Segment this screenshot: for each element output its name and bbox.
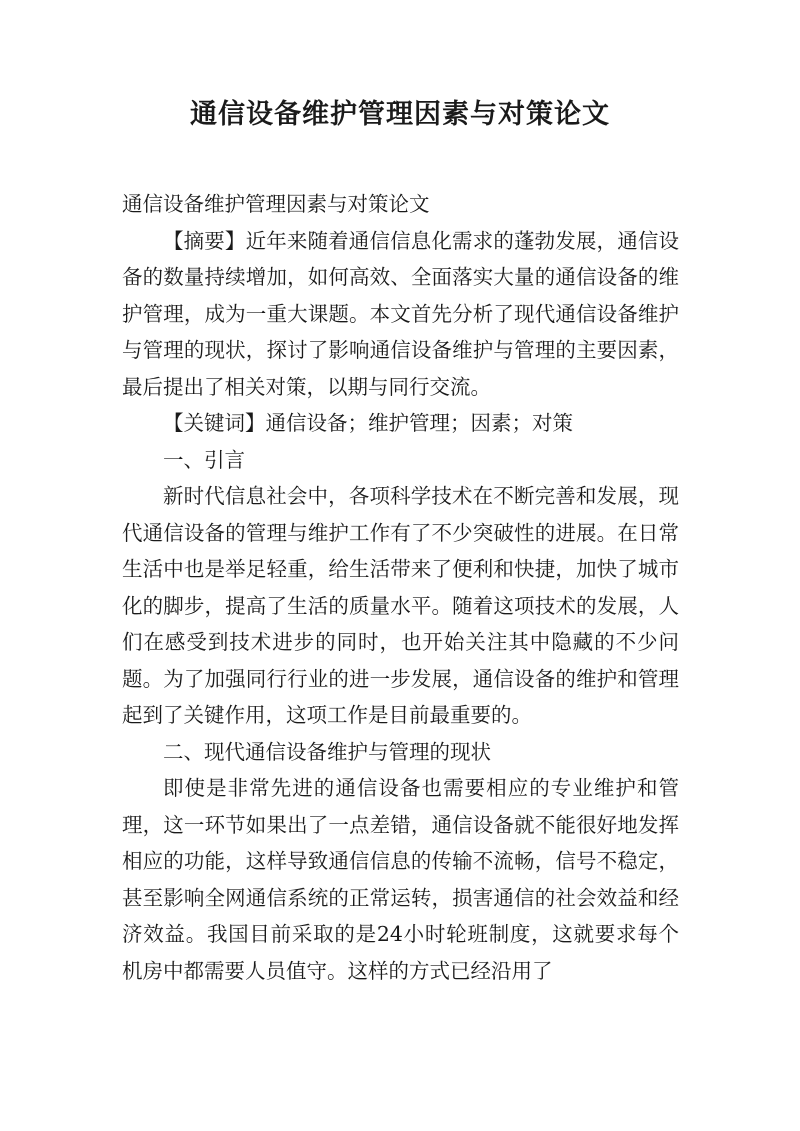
section-heading-introduction: 一、引言 [163, 447, 245, 472]
section-heading-status: 二、现代通信设备维护与管理的现状 [163, 739, 491, 764]
status-paragraph: 即使是非常先进的通信设备也需要相应的专业维护和管理，这一环节如果出了一点差错，通信设备就不能很好地发挥相应的功能，这样导致通信信息的传输不流畅，信号不稳定，甚至影响全网通信系统的正常运转，损害通信的社会效益和经济效益。我国目前采取的是24小时轮班制度，这就要求每个机房中都需要人员值守。这样的方式已经沿用了 [122, 776, 679, 983]
introduction-paragraph: 新时代信息社会中，各项科学技术在不断完善和发展，现代通信设备的管理与维护工作有了不少突破性的进展。在日常生活中也是举足轻重，给生活带来了便利和快捷，加快了城市化的脚步，提高了生活的质量水平。随着这项技术的发展，人们在感受到技术进步的同时，也开始关注其中隐藏的不少问题。为了加强同行行业的进一步发展，通信设备的维护和管理起到了关键作用，这项工作是目前最重要的。 [122, 484, 679, 727]
subtitle-line: 通信设备维护管理因素与对策论文 [122, 192, 430, 216]
document-title: 通信设备维护管理因素与对策论文 [190, 99, 610, 130]
keywords-paragraph: 【关键词】通信设备；维护管理；因素；对策 [163, 411, 573, 435]
document-body [122, 186, 679, 989]
abstract-paragraph: 【摘要】近年来随着通信信息化需求的蓬勃发展，通信设备的数量持续增加，如何高效、全面落实大量的通信设备的维护管理，成为一重大课题。本文首先分析了现代通信设备维护与管理的现状，探讨了影响通信设备维护与管理的主要因素，最后提出了相关对策，以期与同行交流。 [122, 228, 679, 399]
